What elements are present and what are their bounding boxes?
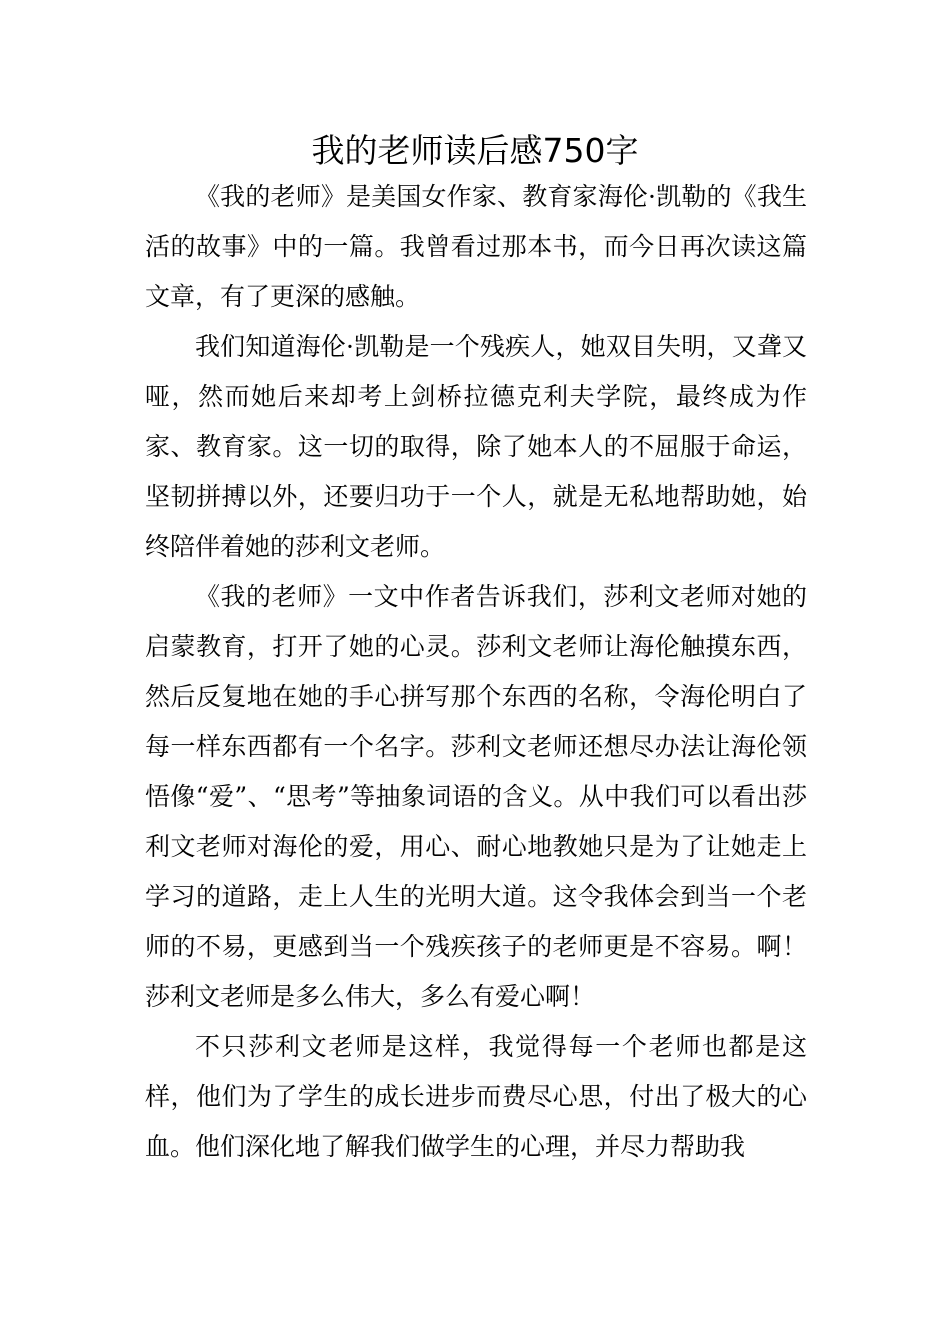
page-title: 我的老师读后感750字 (311, 131, 639, 170)
paragraph-2: 我们知道海伦·凯勒是一个残疾人，她双目失明，又聋又哑，然而她后来却考上剑桥拉德克利夫学院，最终成为作家、教育家。这一切的取得，除了她本人的不屈服于命运，坚韧拼搏以外，还要归功于一个人，就是无私地帮助她，始终陪伴着她的莎利文老师。 (145, 332, 807, 561)
article-body (145, 172, 807, 1172)
paragraph-4: 不只莎利文老师是这样，我觉得每一个老师也都是这样，他们为了学生的成长进步而费尽心思，付出了极大的心血。他们深化地了解我们做学生的心理，并尽力帮助我 (145, 1032, 807, 1161)
paragraph-1: 《我的老师》是美国女作家、教育家海伦·凯勒的《我生活的故事》中的一篇。我曾看过那本书，而今日再次读这篇文章，有了更深的感触。 (145, 182, 807, 311)
paragraph-3: 《我的老师》一文中作者告诉我们，莎利文老师对她的启蒙教育，打开了她的心灵。莎利文老师让海伦触摸东西，然后反复地在她的手心拼写那个东西的名称，令海伦明白了每一样东西都有一个名字。莎利文老师还想尽办法让海伦领悟像“爱”、“思考”等抽象词语的含义。从中我们可以看出莎利文老师对海伦的爱，用心、耐心地教她只是为了让她走上学习的道路，走上人生的光明大道。这令我体会到当一个老师的不易，更感到当一个残疾孩子的老师更是不容易。啊！莎利文老师是多么伟大，多么有爱心啊！ (145, 582, 807, 1011)
